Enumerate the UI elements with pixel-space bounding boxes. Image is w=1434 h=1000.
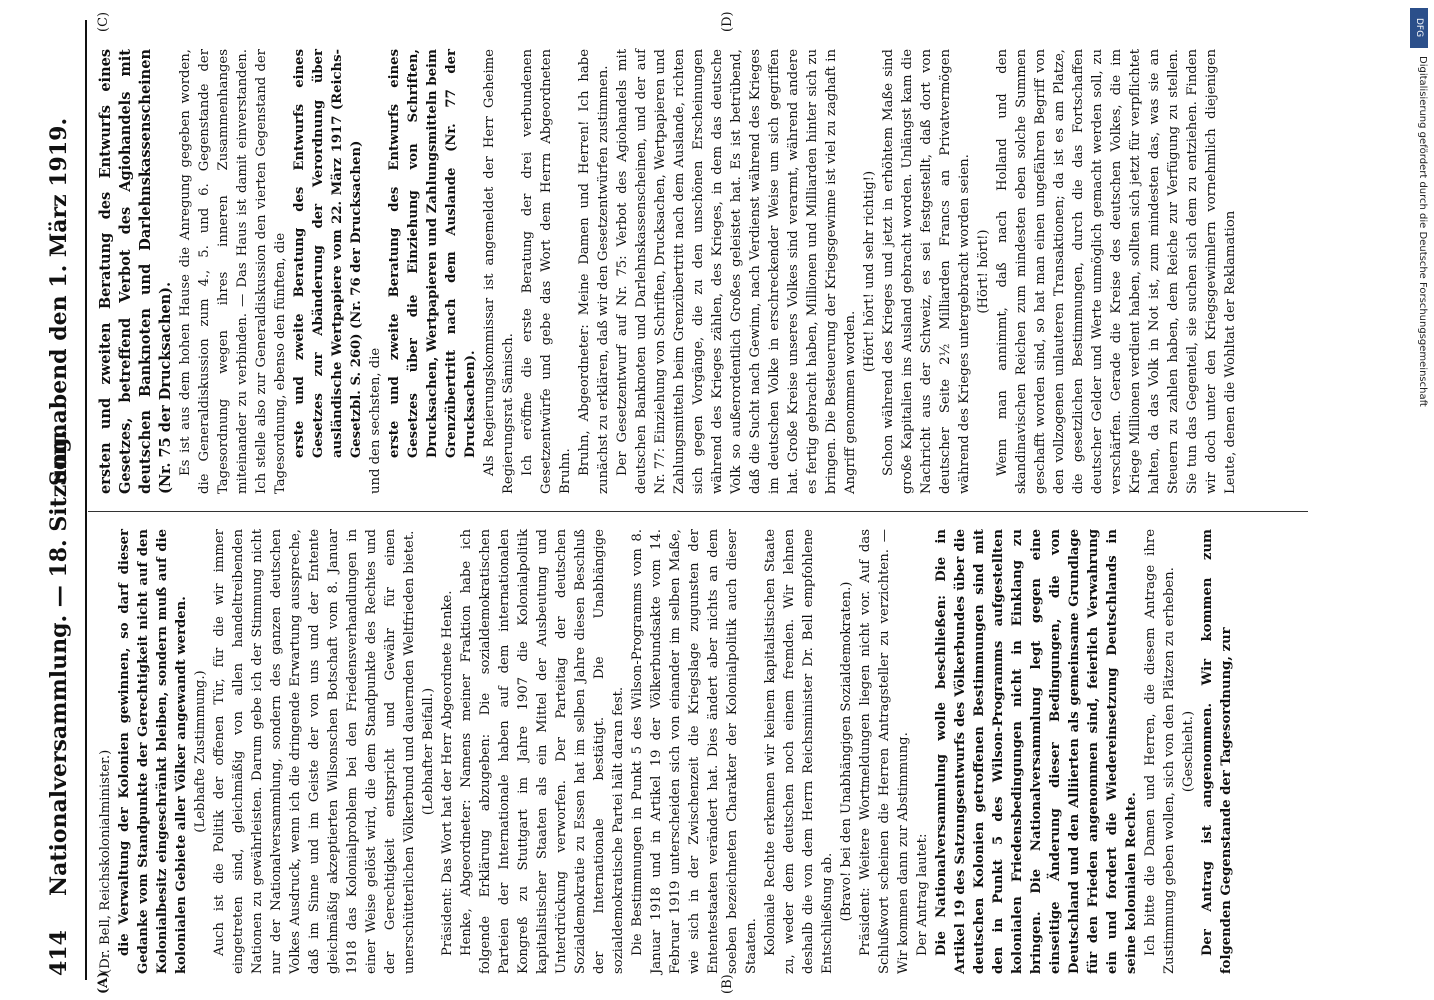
paragraph: (Hört! hört!) (976, 229, 991, 314)
paragraph: Auch ist die Politik der offenen Tür, für die wir immer eingetreten sind, gleichmäßig von allen handeltreibenden Nationen zu gewährleisten. Darum gebe ich der Stimmung nicht nur der Nationalversammlung, sondern des ganzen deutschen Volkes Ausdruck, wenn ich die dringende Erwartung ausspreche, daß im Sinne und im Geiste der von uns und der Entente gleichmäßig akzeptierten Wilsonschen Botschaft vom 8. Januar 1918 das Kolonialproblem bei den Friedensverhandlungen in einer Weise gelöst wird, die dem Standpunkte des Rechtes und der Gerechtigkeit entspricht und Gewähr für einen unerschütterlichen Völkerbund und dauernden Weltfrieden bietet. (212, 529, 417, 974)
paragraph: Henke, Abgeordneter: Namens meiner Fraktion habe ich folgende Erklärung abzugeben: Die sozialdemokratischen Parteien der Internationale haben auf dem internationalen Kongreß zu Stuttgart im Jahre 1907 die Kolonialpolitik kapitalistischer Staaten als ein Mittel der Ausbeutung und Unterdrückung verworfen. Der Parteitag der deutschen Sozialdemokratie zu Essen hat im selben Jahre diesen Beschluß der Internationale bestätigt. Die Unabhängige sozialdemokratische Partei hält daran fest. (459, 529, 626, 974)
header-title: Nationalversammlung. — 18. Sitzung. (46, 429, 72, 896)
paragraph: Ich eröffne die erste Beratung der drei verbundenen Gesetzentwürfe und gebe das Wort dem Herrn Abgeordneten Bruhn. (520, 49, 573, 494)
paragraph: Der Gesetzentwurf auf Nr. 75: Verbot des Agiohandels mit deutschen Banknoten und Darlehnskassenscheinen, und der auf Nr. 77: Einziehung von Schriften, Drucksachen, Wertpapieren und Zahlungsmitteln beim Grenzübertritt nach dem Auslande, richten sich gegen Vorgänge, die zu den unschönen Erscheinungen während des Krieges zählen, des Krieges, in dem das deutsche Volk so außerordentlich Großes geleistet hat. Es ist betrübend, daß die Sucht nach Gewinn, nach Verdienst während des Krieges im deutschen Volke in erschreckender Weise um sich gegriffen hat. Große Kreise unseres Volkes sind verarmt, während andere es fertig gebracht haben, Millionen und Milliarden hinter sich zu bringen. Die Besteuerung der Kriegsgewinne ist viel zu zaghaft in Angriff genommen worden. (615, 49, 858, 494)
paragraph: die Verwaltung der Kolonien gewinnen, so darf dieser Gedanke vom Standpunkte der Gerechtigkeit nicht auf den Kolonialbesitz eingeschränkt bleiben, sondern muß auf die kolonialen Gebiete aller Völker angewandt werden. (117, 529, 189, 974)
paragraph: Präsident: Das Wort hat der Herr Abgeordnete Henke. (440, 590, 455, 956)
paragraph: Wenn man annimmt, daß nach Holland und den skandinavischen Reichen zum mindesten eben solche Summen geschafft worden sind, so hat man einen ungefähren Begriff von den vollzogenen unlauteren Transaktionen; da ist es am Platze, die gesetzlichen Bestimmungen, durch die das Fortschaffen deutscher Gelder und Werte unmöglich gemacht werden soll, zu verschärfen. Gerade die Kreise des deutschen Volkes, die im Kriege Millionen verdient haben, sollten sich jetzt für verpflichtet halten, da das Volk in Not ist, zum mindesten das, was sie an Steuern zu zahlen haben, dem Reiche zur Verfügung zu stellen. Sie tun das Gegenteil, sie suchen sich dem zu entziehen. Finden wir doch unter den Kriegsgewinnlern vornehmlich diejenigen Leute, denen die Wohltat der Reklamation (995, 49, 1238, 494)
page-header (40, 26, 80, 976)
paragraph: Die Bestimmungen in Punkt 5 des Wilson-Programms vom 8. Januar 1918 und in Artikel 19 der Völkerbundsakte vom 14. Februar 1919 unterscheiden sich von einander im selben Maße, wie sich in der Zwischenzeit die Kriegslage zugunsten der Ententestaaten verändert hat. Dies ändert aber nichts an dem soeben bezeichneten Charakter der Kolonialpolitik auch dieser Staaten. (630, 529, 759, 974)
margin-mark-c: (C) (96, 11, 111, 32)
paragraph: Präsident: Weitere Wortmeldungen liegen nicht vor. Auf das Schlußwort scheinen die Herren Antragsteller zu verzichten. — Wir kommen dann zur Abstimmung. (858, 529, 911, 974)
digitization-note (1408, 8, 1432, 848)
right-column (96, 49, 1240, 494)
paragraph: erste und zweite Beratung des Entwurfs eines Gesetzes zur Abänderung der Verordnung über ausländische Wertpapiere vom 22. März 1917 (Reichs-Gesetzbl. S. 260) (Nr. 76 der Drucksachen) (292, 49, 364, 458)
paragraph: erste und zweite Beratung des Entwurfs eines Gesetzes über die Einziehung von Schriften, Drucksachen, Wertpapieren und Zahlungsmitteln beim Grenzübertritt nach dem Auslande (Nr. 77 der Drucksachen). (387, 49, 478, 458)
header-rule (85, 20, 87, 980)
paragraph: Koloniale Rechte erkennen wir keinem kapitalistischen Staate zu, weder dem deutschen noch einem fremden. Wir lehnen deshalb die von dem Herrn Reichsminister Dr. Bell empfohlene Entschließung ab. (763, 529, 835, 974)
paragraph: (Geschieht.) (1181, 710, 1196, 793)
header-date: Sonnabend den 1. März 1919. (46, 117, 72, 486)
paragraph: (Bravo! bei den Unabhängigen Sozialdemokraten.) (839, 581, 854, 922)
dfg-logo: DFG (1410, 8, 1428, 48)
paragraph: Es ist aus dem hohen Hause die Anregung gegeben worden, die Generaldiskussion zum 4., 5. und 6. Gegenstande der Tagesordnung wegen ihres inneren Zusammenhanges miteinander zu verbinden. — Das Haus ist damit einverstanden. Ich stelle also zur Generaldiskussion den vierten Gegenstand der Tagesordnung, ebenso den fünften, die (178, 49, 288, 494)
paragraph: (Hört! hört! und sehr richtig!) (862, 170, 877, 373)
paragraph: Schon während des Krieges und jetzt in erhöhtem Maße sind große Kapitalien ins Ausland gebracht worden. Unlängst kam die Nachricht aus der Schweiz, es sei festgestellt, daß dort von deutscher Seite 2½ Milliarden Francs an Privatvermögen während des Krieges untergebracht worden seien. (881, 49, 972, 494)
left-column (96, 529, 1236, 974)
paragraph: Bruhn, Abgeordneter: Meine Damen und Herren! Ich habe zunächst zu erklären, daß wir den Gesetzentwürfen zustimmen. (577, 49, 611, 494)
paragraph: (Lebhafter Beifall.) (421, 687, 436, 816)
paragraph: und den sechsten, die (368, 347, 383, 494)
paragraph: Ich bitte die Damen und Herren, die diesem Antrage ihre Zustimmung geben wollen, sich von den Plätzen zu erheben. (1143, 529, 1177, 974)
paragraph: (Lebhafte Zustimmung.) (193, 670, 208, 833)
paragraph: (Dr. Bell, Reichskolonialminister.) (98, 749, 113, 974)
margin-mark-d: (D) (720, 11, 735, 32)
paragraph: Der Antrag ist angenommen. Wir kommen zum folgenden Gegenstande der Tagesordnung, zur (1200, 529, 1234, 974)
column-divider (88, 511, 1308, 512)
paragraph: Der Antrag lautet: (915, 833, 930, 956)
margin-mark-b: (B) (720, 974, 735, 994)
page-number: 414 (46, 930, 72, 976)
paragraph: Als Regierungskommissar ist angemeldet der Herr Geheime Regierungsrat Sämisch. (482, 49, 516, 494)
margin-mark-a: (A) (96, 971, 111, 994)
paragraph: Die Nationalversammlung wolle beschließen: Die in Artikel 19 des Satzungsentwurfs des Völkerbundes über die deutschen Kolonien getroffenen Bestimmungen sind mit den in Punkt 5 des Wilson-Programms aufgestellten kolonialen Friedensbedingungen nicht in Einklang zu bringen. Die Nationalversammlung legt gegen eine einseitige Änderung dieser Bedingungen, die von Deutschland und den Alliierten als gemeinsame Grundlage für den Frieden angenommen sind, feierlich Verwahrung ein und fordert die Wiedereinsetzung Deutschlands in seine kolonialen Rechte. (934, 529, 1139, 974)
digitization-text: Digitalisierung gefördert durch die Deutsche Forschungsgemeinschaft (1417, 56, 1428, 407)
paragraph: ersten und zweiten Beratung des Entwurfs eines Gesetzes, betreffend Verbot des Agiohandels mit deutschen Banknoten und Darlehnskassenscheinen (Nr. 75 der Drucksachen). (97, 49, 174, 494)
